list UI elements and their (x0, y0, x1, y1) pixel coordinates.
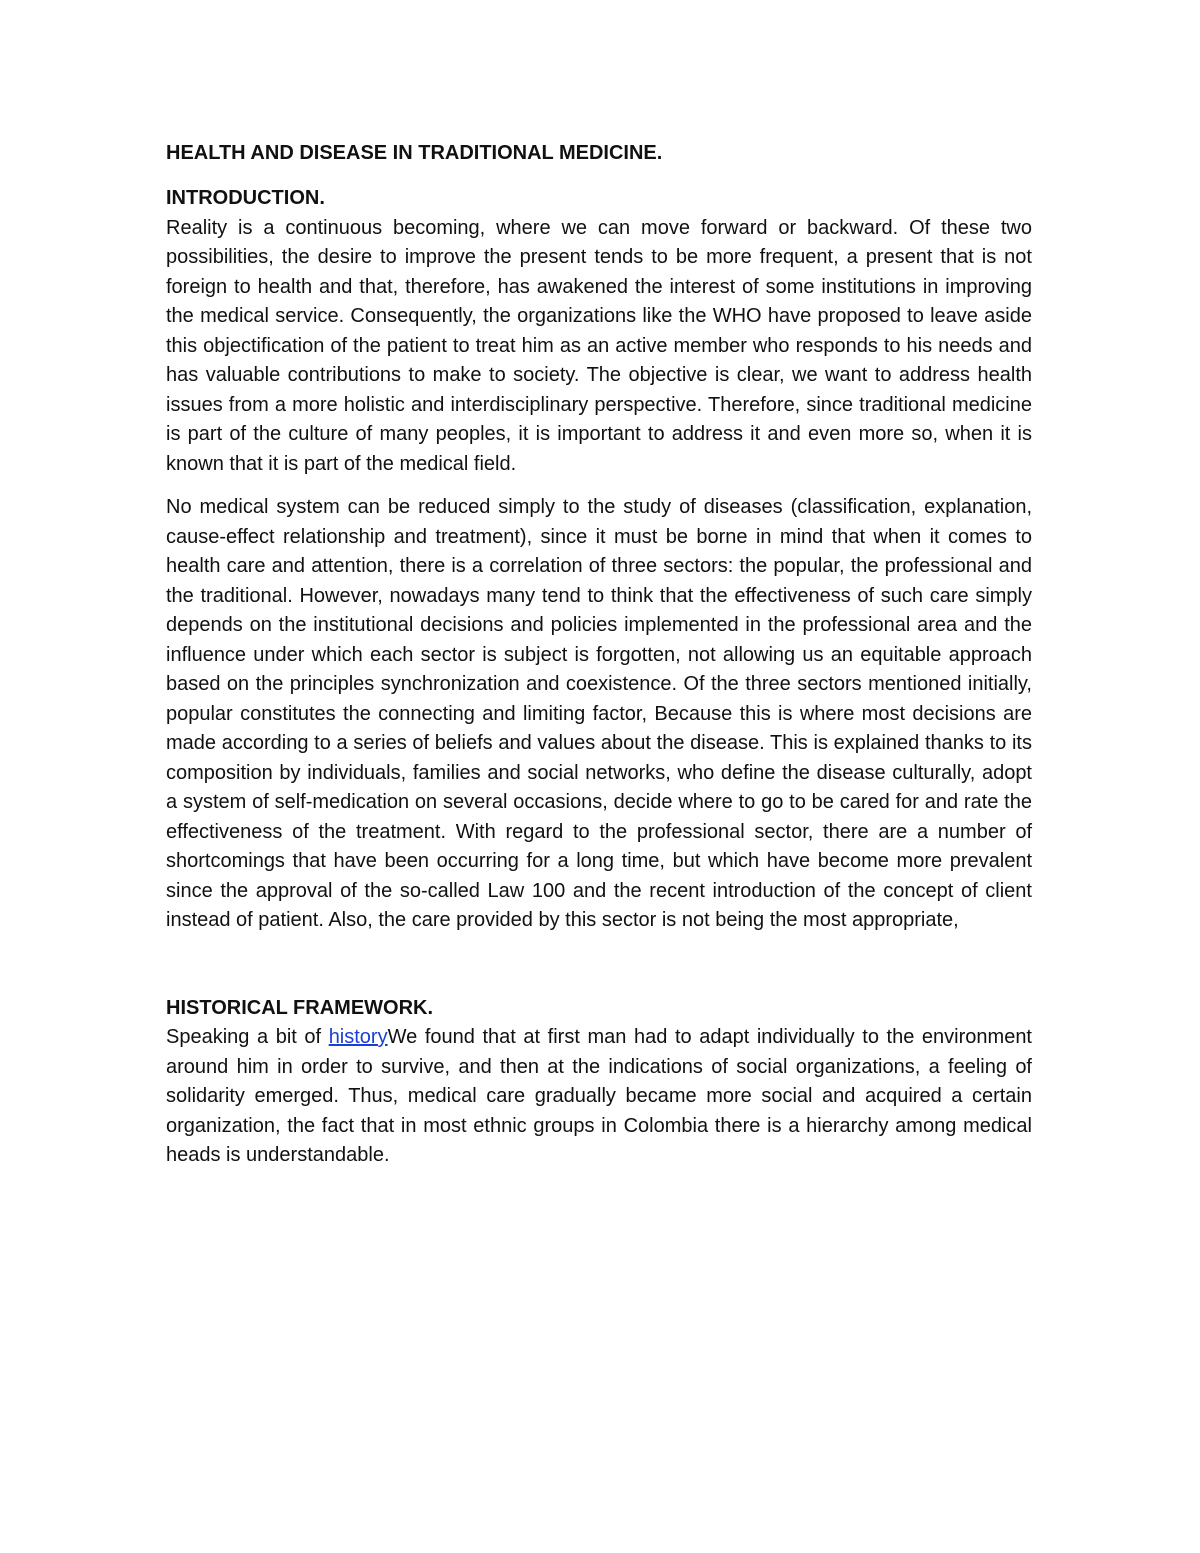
historical-rest-text: We found that at first man had to adapt individually to the environment around him in order to survive, and then at the indications of social organizations, a feeling of solidarity emerged. Thus, medical care gradually became more social and acquired a certain organization, the fact that in most ethnic groups in Colombia there is a hierarchy among medical heads is understandable. (166, 1026, 1032, 1166)
history-link[interactable]: history (328, 1026, 388, 1048)
introduction-paragraph-1: Reality is a continuous becoming, where we can move forward or backward. Of these two possibilities, the desire to improve the present tends to be more frequent, a present that is not foreign to health and that, therefore, has awakened the interest of some institutions in improving the medical service. Consequently, the organizations like the WHO have proposed to leave aside this objectification of the patient to treat him as an active member who responds to his needs and has valuable contributions to make to society. The objective is clear, we want to address health issues from a more holistic and interdisciplinary perspective. Therefore, since traditional medicine is part of the culture of many peoples, it is important to address it and even more so, when it is known that it is part of the medical field. (166, 216, 1032, 475)
section-spacer (166, 950, 1032, 994)
historical-lead-text: Speaking a bit of (166, 1026, 329, 1048)
document-page (166, 138, 1032, 1185)
historical-framework-heading: HISTORICAL FRAMEWORK. (166, 996, 434, 1019)
historical-framework-paragraph (166, 1023, 1032, 1171)
introduction-paragraph-2: No medical system can be reduced simply to the study of diseases (classification, explanation, cause-effect relationship and treatment), since it must be borne in mind that when it comes to health care and attention, there is a correlation of three sectors: the popular, the professional and the traditional. However, nowadays many tend to think that the effectiveness of such care simply depends on the institutional decisions and policies implemented in the professional area and the influence under which each sector is subject is forgotten, not allowing us an equitable approach based on the principles synchronization and coexistence. Of the three sectors mentioned initially, popular constitutes the connecting and limiting factor, Because this is where most decisions are made according to a series of beliefs and values about the disease. This is explained thanks to its composition by individuals, families and social networks, who define the disease culturally, adopt a system of self-medication on several occasions, decide where to go to be cared for and rate the effectiveness of the treatment. With regard to the professional sector, there are a number of shortcomings that have been occurring for a long time, but which have become more prevalent since the approval of the so-called Law 100 and the recent introduction of the concept of client instead of patient. Also, the care provided by this sector is not being the most appropriate, (166, 496, 1032, 931)
introduction-heading: INTRODUCTION. (166, 187, 325, 209)
document-title: HEALTH AND DISEASE IN TRADITIONAL MEDICINE. (166, 142, 663, 164)
